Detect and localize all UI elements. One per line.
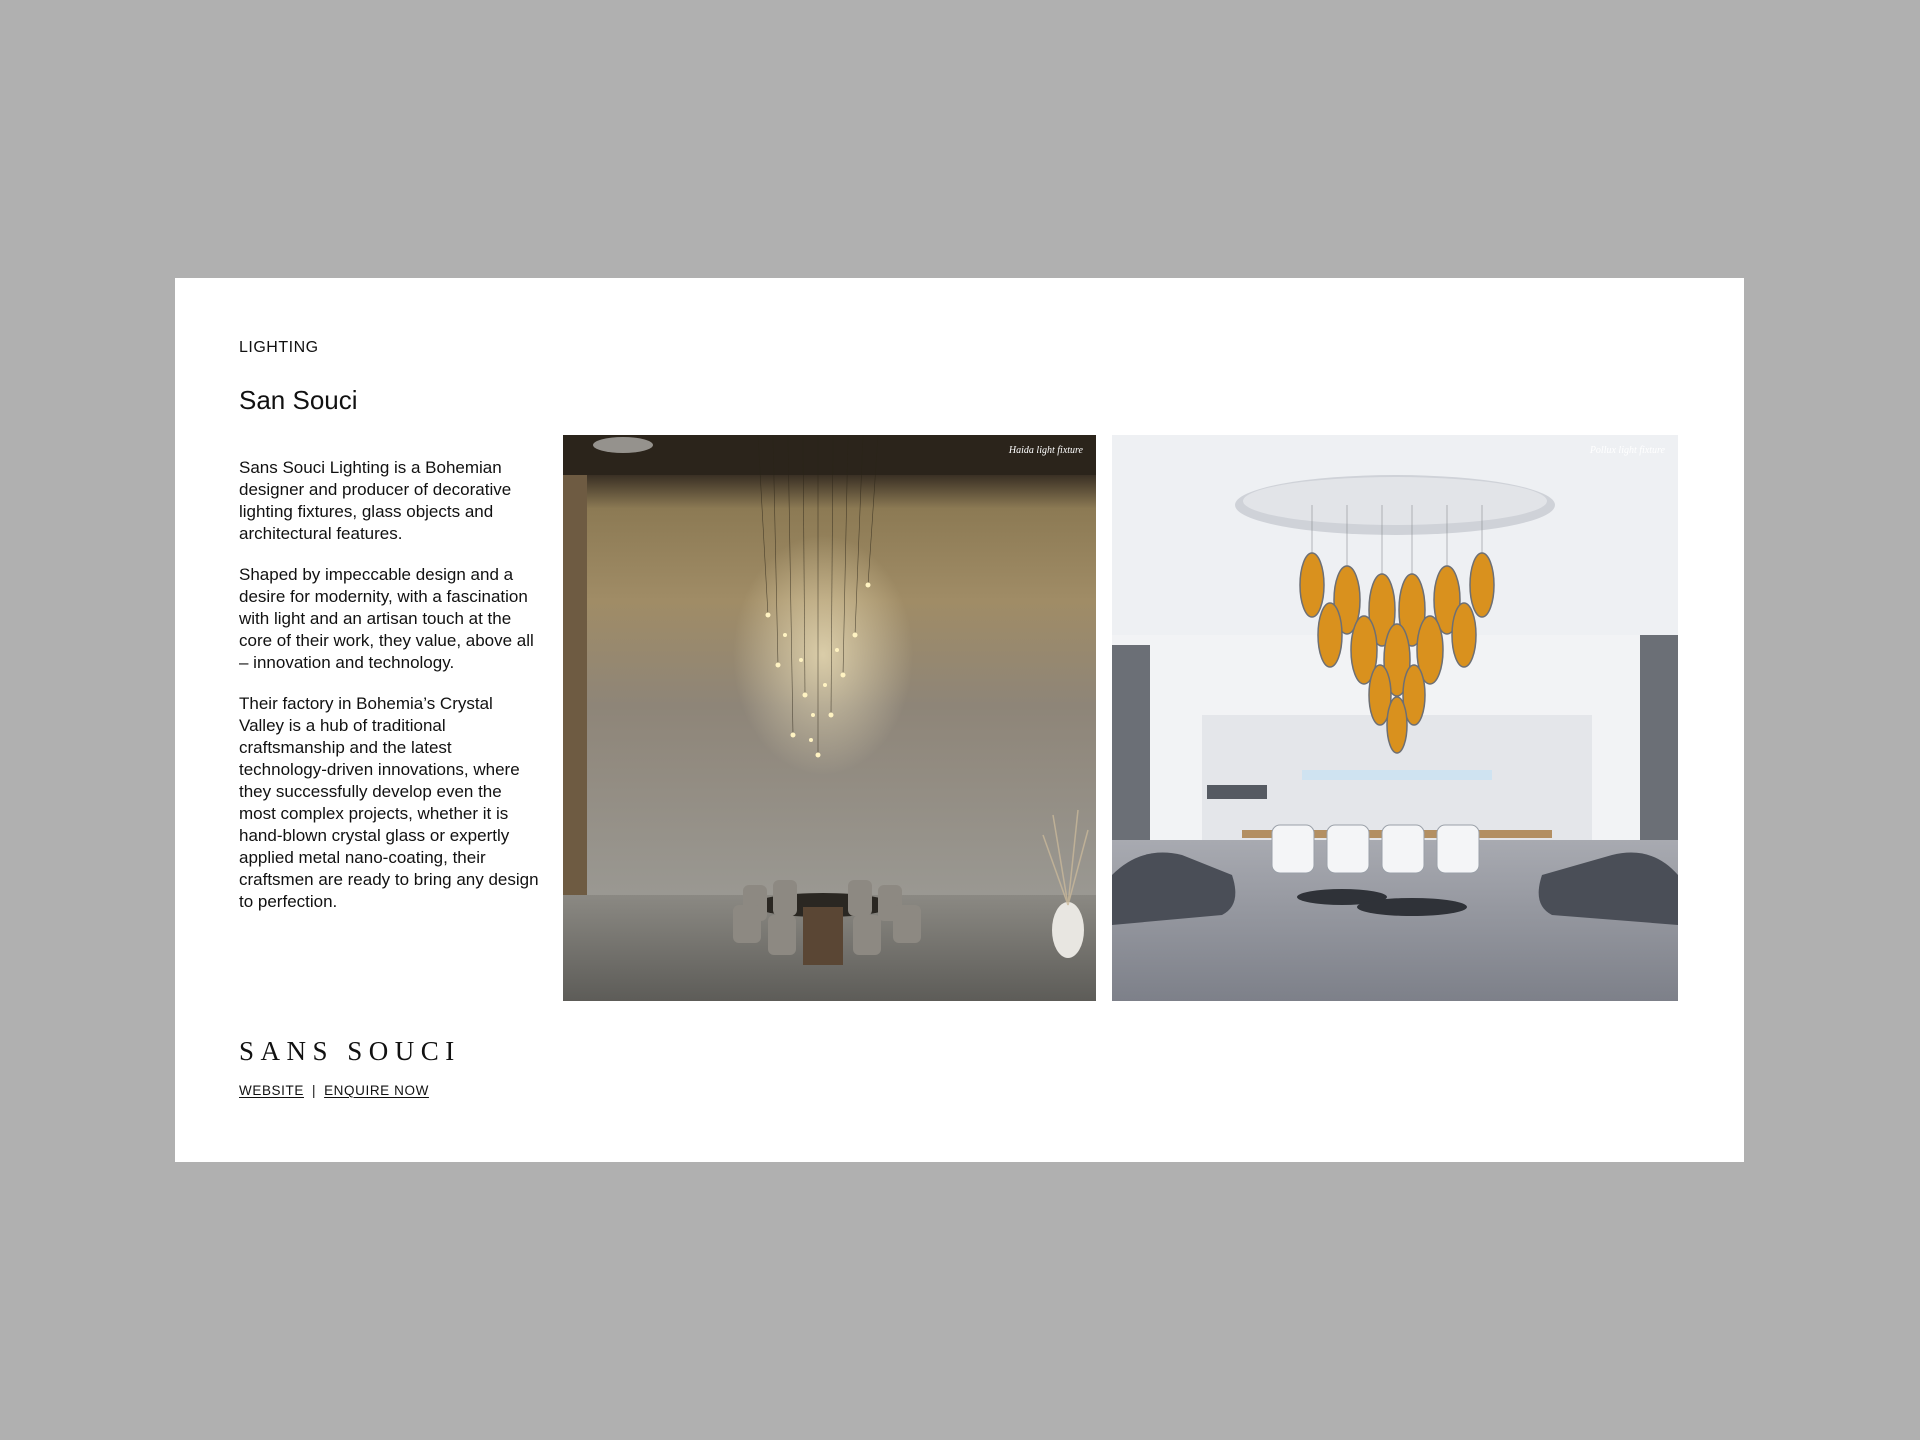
paragraph: Sans Souci Lighting is a Bohemian designer and producer of decorative lighting fixtures, glass objects and architectural features. [239, 458, 512, 543]
link-row [239, 1083, 429, 1098]
link-separator: | [311, 1083, 317, 1098]
brand-logo: SANS SOUCI [239, 1036, 461, 1066]
pollux-scene-illustration [1112, 435, 1678, 1001]
haida-scene-illustration [563, 435, 1096, 1001]
page-title: San Souci [239, 385, 358, 415]
paragraph: Their factory in Bohemia’s Crystal Valley is a hub of traditional craftsmanship and the latest technology-driven innovations, where they successfully develop even the most complex projects, whether it is hand-blown crystal glass or expertly applied metal nano-coating, their craftsmen are ready to bring any design to perfection. [239, 694, 539, 911]
enquire-now-link[interactable]: ENQUIRE NOW [324, 1083, 429, 1098]
page-card [175, 278, 1744, 1162]
haida-fixture-photo [563, 435, 1096, 1001]
website-link[interactable]: WEBSITE [239, 1083, 304, 1098]
photo-caption: Pollux light fixture [1589, 445, 1665, 456]
category-label: LIGHTING [239, 339, 319, 356]
photo-caption: Haida light fixture [1008, 445, 1083, 456]
pollux-fixture-photo [1112, 435, 1678, 1001]
description [239, 457, 539, 932]
paragraph: Shaped by impeccable design and a desire for modernity, with a fascination with light and an artisan touch at the core of their work, they value, above all – innovation and technology. [239, 565, 534, 672]
